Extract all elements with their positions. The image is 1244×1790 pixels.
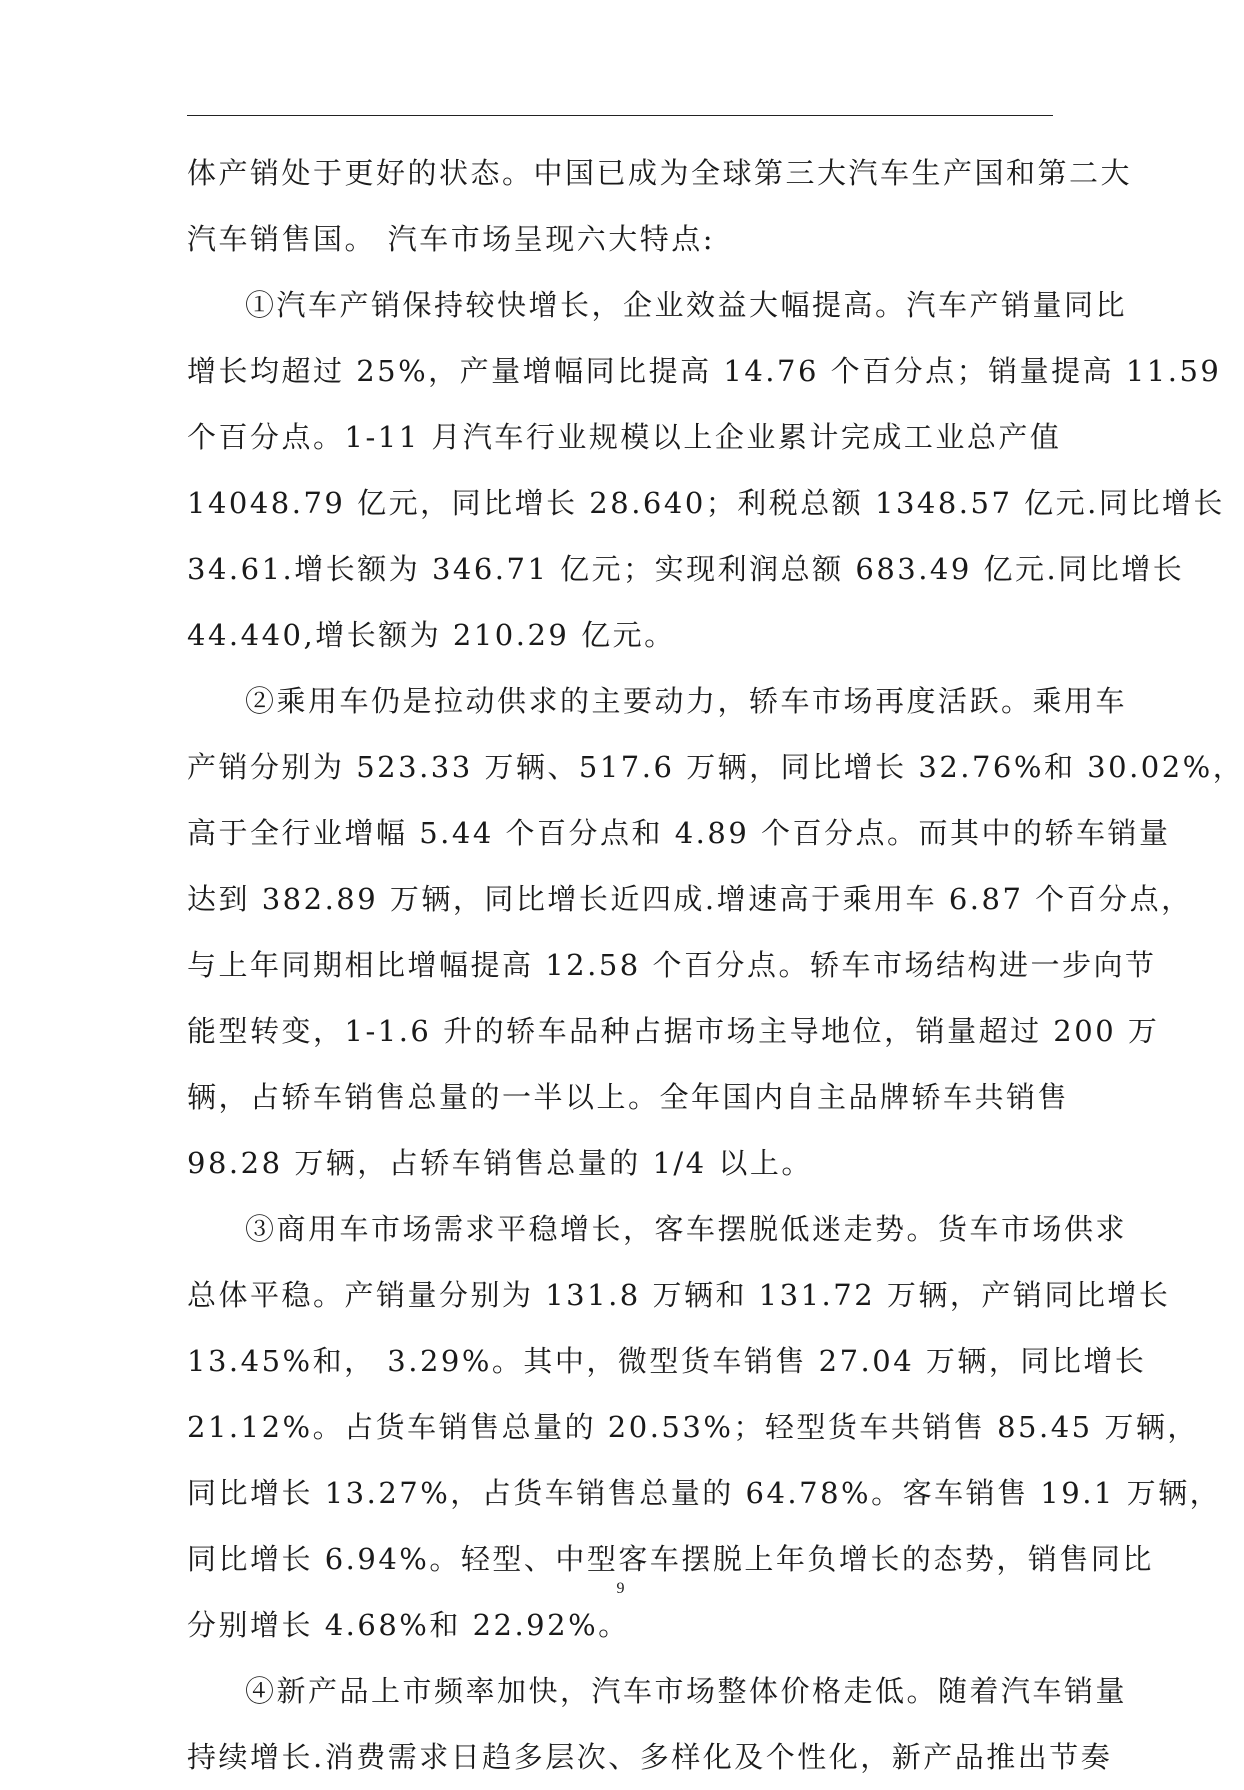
text-line: 总体平稳。产销量分别为 131.8 万辆和 131.72 万辆，产销同比增长 <box>187 1278 1171 1312</box>
text-line: 产销分别为 523.33 万辆、517.6 万辆，同比增长 32.76%和 30.02%， <box>187 750 1244 784</box>
text-line: 14048.79 亿元，同比增长 28.640；利税总额 1348.57 亿元.同比增长 <box>187 486 1225 520</box>
paragraph-start-line: ③商用车市场需求平稳增长，客车摆脱低迷走势。货车市场供求 <box>245 1212 1128 1246</box>
text-line: 汽车销售国。 汽车市场呈现六大特点: <box>187 222 715 256</box>
text-line: 21.12%。占货车销售总量的 20.53%；轻型货车共销售 85.45 万辆， <box>187 1410 1199 1444</box>
header-rule <box>187 115 1053 116</box>
text-line: 与上年同期相比增幅提高 12.58 个百分点。轿车市场结构进一步向节 <box>187 948 1157 982</box>
text-line: 同比增长 6.94%。轻型、中型客车摆脱上年负增长的态势，销售同比 <box>187 1542 1154 1576</box>
paragraph-start-line: ②乘用车仍是拉动供求的主要动力，轿车市场再度活跃。乘用车 <box>245 684 1128 718</box>
text-line: 分别增长 4.68%和 22.92%。 <box>187 1608 630 1642</box>
text-line: 个百分点。1-11 月汽车行业规模以上企业累计完成工业总产值 <box>187 420 1062 454</box>
text-line: 13.45%和， 3.29%。其中，微型货车销售 27.04 万辆，同比增长 <box>187 1344 1147 1378</box>
text-line: 34.61.增长额为 346.71 亿元；实现利润总额 683.49 亿元.同比增长 <box>187 552 1185 586</box>
body-text <box>187 140 1244 1790</box>
paragraph-start-line: ①汽车产销保持较快增长，企业效益大幅提高。汽车产销量同比 <box>245 288 1128 322</box>
text-line: 持续增长.消费需求日趋多层次、多样化及个性化，新产品推出节奏 <box>187 1740 1113 1774</box>
text-line: 增长均超过 25%，产量增幅同比提高 14.76 个百分点；销量提高 11.59 <box>187 354 1222 388</box>
text-line: 能型转变，1-1.6 升的轿车品种占据市场主导地位，销量超过 200 万 <box>187 1014 1160 1048</box>
paragraph-start-line: ④新产品上市频率加快，汽车市场整体价格走低。随着汽车销量 <box>245 1674 1128 1708</box>
text-line: 98.28 万辆，占轿车销售总量的 1/4 以上。 <box>187 1146 813 1180</box>
text-line: 同比增长 13.27%，占货车销售总量的 64.78%。客车销售 19.1 万辆， <box>187 1476 1222 1510</box>
text-line: 辆，占轿车销售总量的一半以上。全年国内自主品牌轿车共销售 <box>187 1080 1070 1114</box>
page-number: 9 <box>616 1580 625 1597</box>
text-line: 体产销处于更好的状态。中国已成为全球第三大汽车生产国和第二大 <box>187 156 1133 190</box>
text-line: 达到 382.89 万辆，同比增长近四成.增速高于乘用车 6.87 个百分点， <box>187 882 1193 916</box>
text-line: 高于全行业增幅 5.44 个百分点和 4.89 个百分点。而其中的轿车销量 <box>187 816 1171 850</box>
text-line: 44.440,增长额为 210.29 亿元。 <box>187 618 676 652</box>
